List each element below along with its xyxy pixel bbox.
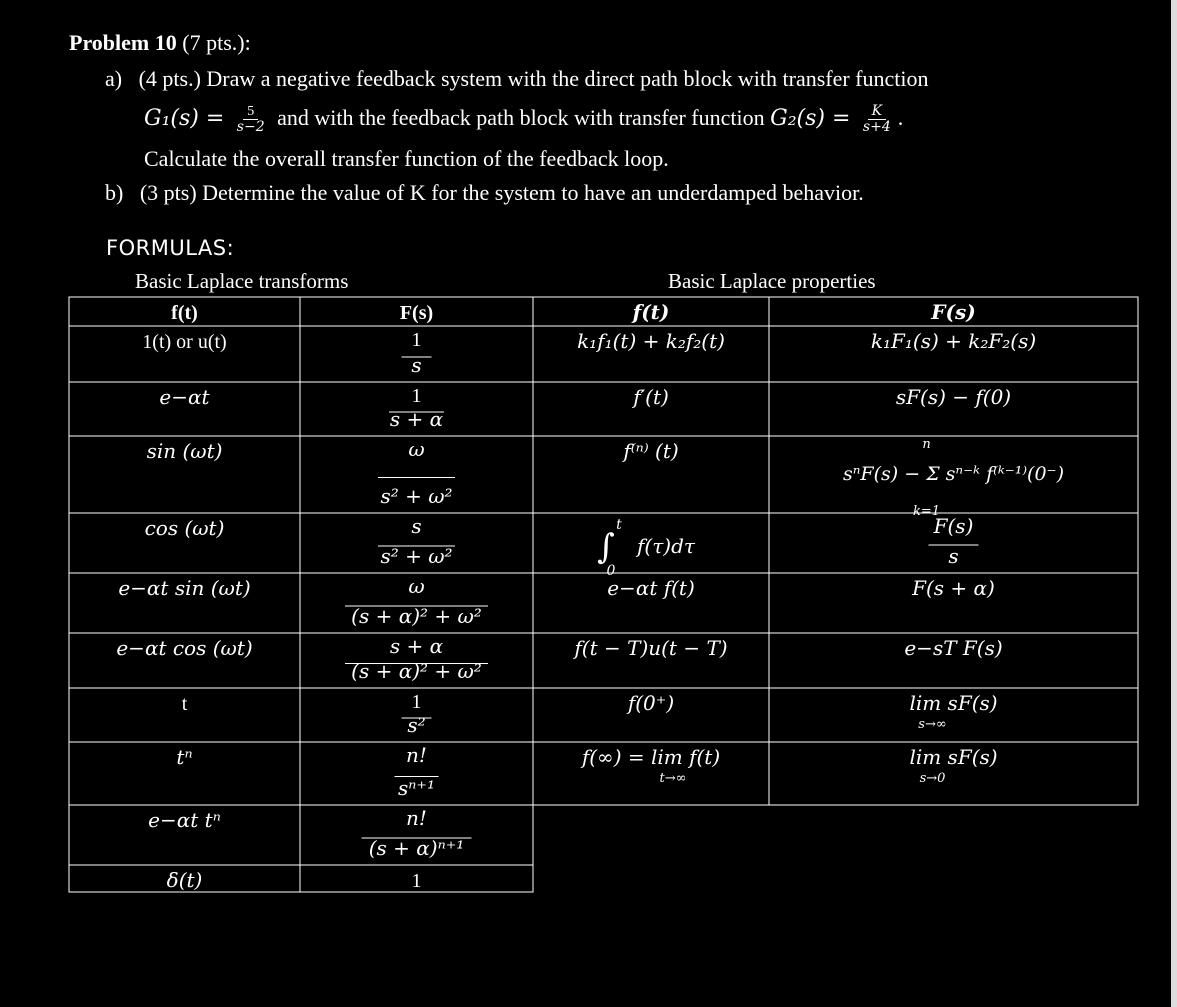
problem-title: Problem 10 (7 pts.): [69, 30, 251, 55]
part-b: b) (3 pts) Determine the value of K for the system to have an underdamped behavior. [105, 180, 864, 205]
property-integral-bottom: 0 [606, 563, 616, 579]
transform-F-den-5: (s + α)² + ω² [351, 659, 482, 683]
transform-f-3: cos (ωt) [144, 516, 225, 540]
part-a-line3: Calculate the overall transfer function of the feedback loop. [144, 146, 669, 171]
property-f-5: f(t − T)u(t − T) [574, 636, 728, 660]
property-F-1: sF(s) − f(0) [895, 385, 1012, 409]
transform-f-9: δ(t) [166, 868, 203, 892]
transform-f-7: tⁿ [176, 745, 193, 769]
property-f-1: f′(t) [633, 385, 669, 409]
transform-F-num-3: s [411, 514, 422, 538]
transform-F-num-6: 1 [411, 691, 422, 713]
properties-header-F: F(s) [931, 300, 976, 324]
transform-f-0: 1(t) or u(t) [142, 331, 227, 353]
property-f-7: f(∞) = lim f(t) [581, 745, 721, 769]
transform-F-num-5: s + α [389, 634, 444, 658]
g2-lhs: G₂(s) = [770, 105, 851, 131]
transform-F-den-0: s [411, 353, 422, 377]
property-F-0: k₁F₁(s) + k₂F₂(s) [870, 329, 1037, 353]
property-F-2: sⁿF(s) − Σ sⁿ⁻ᵏ f⁽ᵏ⁻¹⁾(0⁻) [842, 463, 1065, 485]
transform-F-den-3: s² + ω² [380, 544, 453, 568]
transform-f-6: t [181, 693, 188, 715]
g2-fraction: $\frac{K}{s+4}$ [862, 103, 891, 136]
g1-fraction: $\frac{5}{s-2}$ [236, 104, 265, 136]
transform-F-den-8: (s + α)ⁿ⁺¹ [368, 836, 465, 860]
part-a-line1: a) (4 pts.) Draw a negative feedback system with the direct path block with transfer function [105, 66, 929, 91]
property-F-sub-6: s→∞ [918, 717, 947, 732]
property-F-sub-7: s→0 [919, 771, 946, 786]
property-integral-top: t [616, 517, 622, 533]
property-f-4: e−αt f(t) [607, 576, 695, 600]
part-a-line2: G₁(s) = $\frac{5}{s-2}$ and with the feedback path block with transfer function G₂(s) = $\frac{K}{s+4}$ . [144, 103, 904, 136]
transform-F-num-8: n! [406, 806, 427, 830]
property-F-num-3: F(s) [933, 514, 974, 538]
property-F-7: lim sF(s) [909, 745, 998, 769]
property-sum-top: n [922, 437, 931, 452]
property-f-6: f(0⁺) [627, 691, 675, 715]
formulas-heading: FORMULAS: [106, 236, 235, 260]
property-F-den-3: s [948, 544, 959, 568]
property-F-6: lim sF(s) [909, 691, 998, 715]
property-f-0: k₁f₁(t) + k₂f₂(t) [577, 329, 725, 353]
transforms-caption: Basic Laplace transforms [135, 269, 349, 293]
properties-header-f: f(t) [632, 300, 670, 324]
transform-F-num-4: ω [408, 574, 425, 598]
property-f-2: f⁽ⁿ⁾ (t) [623, 439, 679, 463]
property-sum-bottom: k=1 [912, 504, 941, 519]
properties-table-border [533, 297, 1138, 805]
transform-F-num-7: n! [406, 743, 427, 767]
transforms-header-f: f(t) [171, 302, 198, 324]
transform-F-den-6: s² [407, 713, 426, 737]
property-F-4: F(s + α) [912, 576, 995, 600]
transform-f-2: sin (ωt) [146, 439, 223, 463]
transform-F-den-4: (s + α)² + ω² [351, 604, 482, 628]
transform-F-num-0: 1 [411, 329, 422, 351]
transform-F-num-2: ω [408, 437, 425, 461]
transform-F-9: 1 [411, 870, 422, 892]
property-f-3: f(τ)dτ [637, 534, 695, 558]
transform-f-1: e−αt [159, 385, 210, 409]
transforms-header-F: F(s) [399, 302, 434, 324]
transform-F-den-7: sⁿ⁺¹ [398, 776, 435, 800]
property-F-5: e−sT F(s) [904, 636, 1003, 660]
transform-f-5: e−αt cos (ωt) [116, 636, 253, 660]
transform-F-den-2: s² + ω² [380, 484, 453, 508]
property-f-sub-7: t→∞ [659, 771, 687, 786]
properties-caption: Basic Laplace properties [668, 269, 876, 293]
transform-f-4: e−αt sin (ωt) [118, 576, 251, 600]
transform-F-den-1: s + α [389, 407, 444, 431]
transform-f-8: e−αt tⁿ [148, 808, 221, 832]
transform-F-num-1: 1 [411, 385, 422, 407]
g1-lhs: G₁(s) = [144, 105, 225, 131]
property-integral-sign: ∫ [597, 527, 615, 567]
